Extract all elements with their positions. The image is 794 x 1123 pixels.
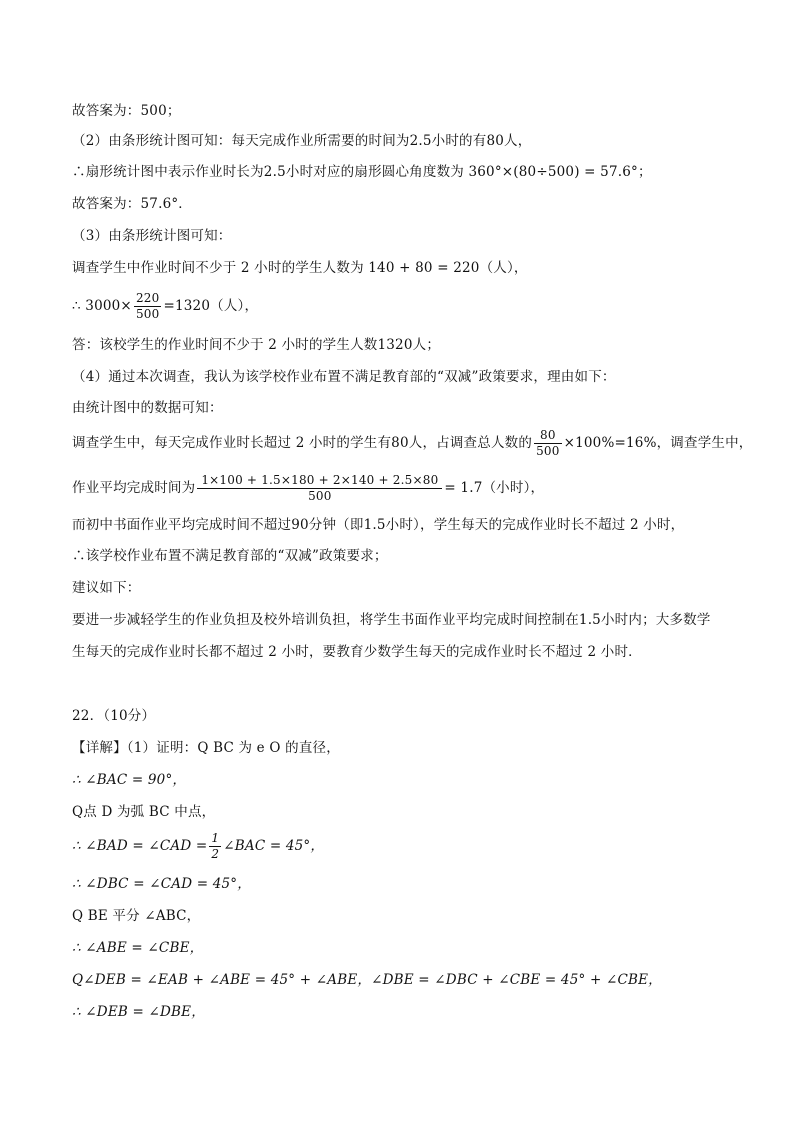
q22-angle-bac: ∴ ∠BAC = 90°，	[72, 772, 187, 788]
part4-conclusion: ∴该学校作业布置不满足教育部的“双减”政策要求；	[72, 548, 388, 564]
fraction-denominator: 500	[135, 307, 160, 321]
suggestion-text-1: 要进一步减轻学生的作业负担及校外培训负担，将学生书面作业平均完成时间控制在1.5小时内；大多数学	[72, 612, 711, 628]
part2-angle-calc: ∴扇形统计图中表示作业时长为2.5小时对应的扇形圆心角度数为 360°×(80÷500) = 57.6°；	[72, 164, 652, 180]
fraction-numerator: 1	[211, 831, 220, 845]
average-prefix: 作业平均完成时间为	[72, 480, 196, 496]
fraction-denominator: 500	[308, 489, 332, 503]
fraction-220-500	[134, 291, 162, 322]
fraction-numerator: 1×100 + 1.5×180 + 2×140 + 2.5×80	[197, 473, 442, 489]
fraction-average-time	[197, 473, 442, 504]
fraction-prefix: ∴ 3000×	[72, 298, 132, 314]
suggestion-text-2: 生每天的完成作业时长都不超过 2 小时，要教育少数学生每天的完成作业时长不超过 2 小时．	[72, 644, 642, 660]
q22-angle-dbc: ∴ ∠DBC = ∠CAD = 45°，	[72, 876, 251, 892]
part4-average-line	[72, 470, 732, 506]
fraction-80-500	[534, 428, 562, 459]
q22-angle-deb: ∴ ∠DEB = ∠DBE，	[72, 1004, 205, 1020]
suggestion-heading: 建议如下：	[72, 580, 141, 596]
answer-line-angle: 故答案为：57.6°．	[72, 196, 193, 212]
fraction-numerator: 220	[135, 291, 160, 305]
half-angle-prefix: ∴ ∠BAD = ∠CAD =	[72, 838, 208, 854]
part2-intro: （2）由条形统计图可知：每天完成作业所需要的时间为2.5小时的有80人，	[72, 133, 532, 149]
average-suffix: = 1.7（小时），	[444, 480, 545, 496]
part4-data-intro: 由统计图中的数据可知：	[72, 400, 223, 416]
percentage-suffix: ×100%=16%，调查学生中，	[563, 435, 753, 451]
percentage-prefix: 调查学生中，每天完成作业时长超过 2 小时的学生有80人，占调查总人数的	[72, 435, 533, 451]
part4-intro: （4）通过本次调查，我认为该学校作业布置不满足教育部的“双减”政策要求，理由如下：	[72, 369, 616, 385]
q22-angle-sums: Q∠DEB = ∠EAB + ∠ABE = 45° + ∠ABE，∠DBE = ∠DBC + ∠CBE = 45° + ∠CBE，	[72, 972, 662, 988]
half-angle-suffix: ∠BAC = 45°，	[223, 838, 325, 854]
fraction-numerator: 80	[534, 428, 562, 444]
part4-standard: 而初中书面作业平均完成时间不超过90分钟（即1.5小时），学生每天的完成作业时长不超过 2 小时，	[72, 517, 685, 533]
q22-proof-start: 【详解】（1）证明：Q BC 为 e O 的直径，	[72, 740, 340, 756]
answer-line-500: 故答案为：500；	[72, 103, 181, 119]
part4-percentage-line	[72, 425, 753, 461]
part3-count: 调查学生中作业时间不少于 2 小时的学生人数为 140 + 80 = 220（人），	[72, 260, 528, 276]
fraction-suffix: =1320（人），	[163, 298, 259, 314]
part3-answer: 答：该校学生的作业时间不少于 2 小时的学生人数1320人；	[72, 337, 441, 353]
q22-angle-abe: ∴ ∠ABE = ∠CBE，	[72, 940, 204, 956]
q22-half-angle-line	[72, 828, 732, 864]
part3-fraction-line	[72, 289, 732, 323]
q22-be-bisects: Q BE 平分 ∠ABC，	[72, 908, 201, 924]
q22-midpoint-d: Q点 D 为弧 BC 中点，	[72, 804, 216, 820]
fraction-denominator: 500	[536, 444, 560, 458]
question-22-heading: 22．（10分）	[72, 708, 156, 724]
part3-intro: （3）由条形统计图可知：	[72, 228, 232, 244]
fraction-one-half	[209, 831, 221, 862]
fraction-denominator: 2	[211, 847, 220, 861]
